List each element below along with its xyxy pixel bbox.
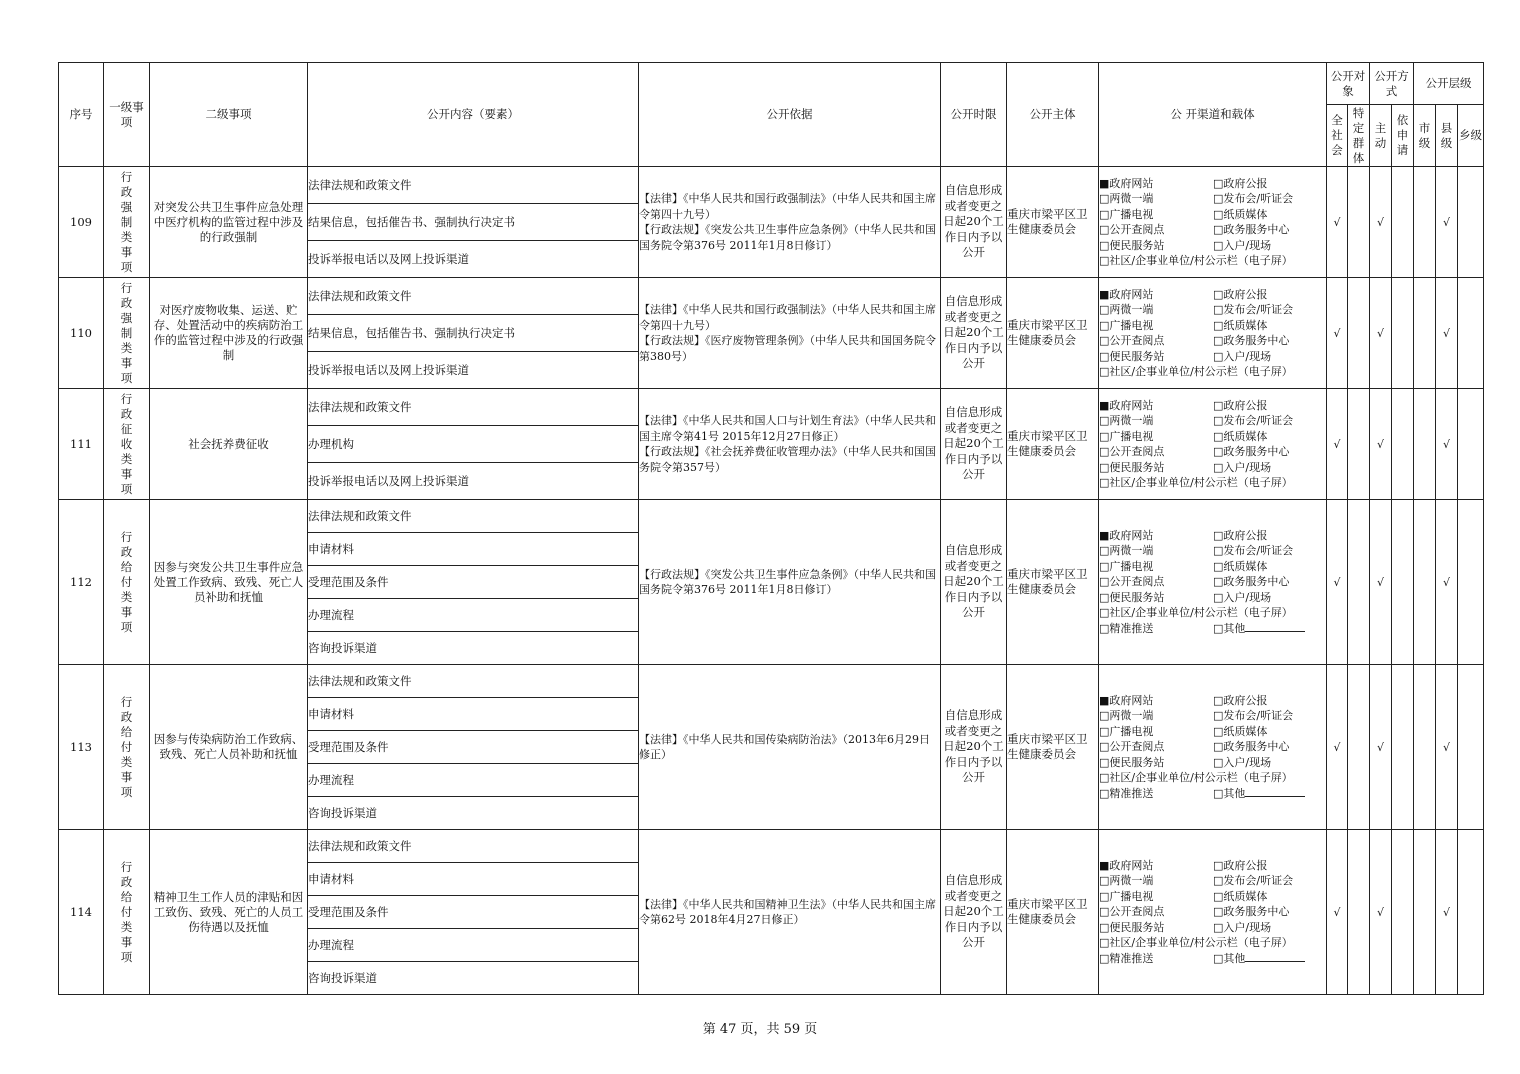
channel-row bbox=[1099, 528, 1326, 544]
mark-town bbox=[1458, 500, 1484, 665]
channel-row bbox=[1099, 302, 1326, 318]
row-level1: 行 政 给 付 类 事 项 bbox=[104, 665, 150, 830]
mark-town bbox=[1458, 830, 1484, 995]
row-basis: 【法律】《中华人民共和国行政强制法》（中华人民共和国主席令第四十九号） 【行政法规】《突发公共卫生事件应急条例》（中华人民共和国国务院令第376号 2011年1月8日修订） bbox=[639, 167, 941, 278]
channel-option: □政府公报 bbox=[1213, 176, 1268, 190]
channel-row bbox=[1099, 238, 1326, 254]
channel-option: □政务服务中心 bbox=[1213, 445, 1290, 458]
channel-option: □纸质媒体 bbox=[1213, 724, 1268, 738]
row-basis: 【行政法规】《突发公共卫生事件应急条例》（中华人民共和国国务院令第376号 2011年1月8日修订） bbox=[639, 500, 941, 665]
channel-option: □公开查阅点 bbox=[1099, 905, 1165, 919]
row-content-item: 投诉举报电话以及网上投诉渠道 bbox=[308, 241, 639, 278]
channel-option: □政府公报 bbox=[1213, 528, 1268, 542]
channel-option: □入户/现场 bbox=[1213, 590, 1272, 604]
header-content: 公开内容（要素） bbox=[308, 63, 639, 167]
channel-cell bbox=[1099, 278, 1327, 389]
row-level1: 行 政 给 付 类 事 项 bbox=[104, 830, 150, 995]
channel-row bbox=[1099, 693, 1326, 709]
mark-county: √ bbox=[1436, 500, 1458, 665]
header-level: 公开层级 bbox=[1414, 63, 1484, 105]
row-level2: 对突发公共卫生事件应急处理中医疗机构的监管过程中涉及的行政强制 bbox=[150, 167, 308, 278]
channel-option: ■政府网站 bbox=[1099, 287, 1154, 301]
row-content-item: 受理范围及条件 bbox=[308, 566, 639, 599]
row-content-item: 受理范围及条件 bbox=[308, 731, 639, 764]
channel-option: □纸质媒体 bbox=[1213, 318, 1268, 332]
channel-row bbox=[1099, 222, 1326, 238]
channel-option: □入户/现场 bbox=[1213, 755, 1272, 769]
channel-option: □社区/企事业单位/村公示栏（电子屏） bbox=[1099, 365, 1293, 378]
table-body bbox=[59, 167, 1484, 995]
mark-apply bbox=[1392, 500, 1414, 665]
header-target-all: 全社会 bbox=[1327, 105, 1348, 167]
channel-option: □政府公报 bbox=[1213, 398, 1268, 412]
mark-all: √ bbox=[1327, 167, 1348, 278]
mark-specific bbox=[1348, 830, 1370, 995]
channel-option-label: □其他 bbox=[1213, 951, 1246, 965]
channel-row bbox=[1099, 398, 1326, 414]
header-method-active: 主动 bbox=[1370, 105, 1392, 167]
header-level-city: 市级 bbox=[1414, 105, 1436, 167]
mark-city bbox=[1414, 665, 1436, 830]
channel-option bbox=[1213, 786, 1305, 802]
channel-row bbox=[1099, 889, 1326, 905]
row-content-item: 法律法规和政策文件 bbox=[308, 278, 639, 315]
row-seq: 113 bbox=[59, 665, 104, 830]
row-content-item: 办理流程 bbox=[308, 929, 639, 962]
row-content-item: 办理流程 bbox=[308, 764, 639, 797]
row-level2: 精神卫生工作人员的津贴和因工致伤、致残、死亡的人员工伤待遇以及抚恤 bbox=[150, 830, 308, 995]
channel-row bbox=[1099, 621, 1326, 637]
row-limit: 自信息形成或者变更之日起20个工作日内予以公开 bbox=[941, 830, 1007, 995]
channel-option: ■政府网站 bbox=[1099, 858, 1154, 872]
mark-county: √ bbox=[1436, 389, 1458, 500]
channel-option: □政务服务中心 bbox=[1213, 905, 1290, 919]
header-target: 公开对象 bbox=[1327, 63, 1370, 105]
channel-row bbox=[1099, 786, 1326, 802]
channel-option: □公开查阅点 bbox=[1099, 740, 1165, 754]
table-row bbox=[59, 167, 1484, 204]
channel-option-label: □其他 bbox=[1213, 786, 1246, 800]
page-footer: 第 47 页，共 59 页 bbox=[702, 1022, 818, 1037]
row-content-item: 投诉举报电话以及网上投诉渠道 bbox=[308, 463, 639, 500]
channel-cell bbox=[1099, 167, 1327, 278]
channel-option: □入户/现场 bbox=[1213, 238, 1272, 252]
blank-line bbox=[1245, 951, 1305, 962]
row-level1: 行 政 给 付 类 事 项 bbox=[104, 500, 150, 665]
channel-option: □两微一端 bbox=[1099, 544, 1154, 558]
mark-town bbox=[1458, 278, 1484, 389]
channel-option: □纸质媒体 bbox=[1213, 429, 1268, 443]
channel-row bbox=[1099, 333, 1326, 349]
mark-specific bbox=[1348, 167, 1370, 278]
channel-option: □便民服务站 bbox=[1099, 238, 1165, 252]
channel-row bbox=[1099, 755, 1326, 771]
channel-option: □便民服务站 bbox=[1099, 349, 1165, 363]
channel-option: □政府公报 bbox=[1213, 693, 1268, 707]
header-level1: 一级事项 bbox=[104, 63, 150, 167]
row-seq: 112 bbox=[59, 500, 104, 665]
row-content-item: 结果信息，包括催告书、强制执行决定书 bbox=[308, 315, 639, 352]
header-level2: 二级事项 bbox=[150, 63, 308, 167]
header-method-apply: 依申请 bbox=[1392, 105, 1414, 167]
row-subject: 重庆市梁平区卫生健康委员会 bbox=[1007, 167, 1099, 278]
channel-row bbox=[1099, 287, 1326, 303]
mark-specific bbox=[1348, 389, 1370, 500]
mark-all: √ bbox=[1327, 389, 1348, 500]
channel-option: ■政府网站 bbox=[1099, 176, 1154, 190]
channel-option: □发布会/听证会 bbox=[1213, 709, 1294, 723]
row-subject: 重庆市梁平区卫生健康委员会 bbox=[1007, 500, 1099, 665]
mark-all: √ bbox=[1327, 500, 1348, 665]
mark-town bbox=[1458, 389, 1484, 500]
channel-row bbox=[1099, 429, 1326, 445]
channel-option: □便民服务站 bbox=[1099, 590, 1165, 604]
channel-option: □社区/企事业单位/村公示栏（电子屏） bbox=[1099, 771, 1293, 785]
channel-option: □政务服务中心 bbox=[1213, 740, 1290, 754]
mark-county: √ bbox=[1436, 665, 1458, 830]
mark-specific bbox=[1348, 665, 1370, 830]
channel-option: □政务服务中心 bbox=[1213, 334, 1290, 347]
channel-option: □社区/企事业单位/村公示栏（电子屏） bbox=[1099, 254, 1293, 267]
row-level2: 因参与突发公共卫生事件应急处置工作致病、致残、死亡人员补助和抚恤 bbox=[150, 500, 308, 665]
row-level2: 对医疗废物收集、运送、贮存、处置活动中的疾病防治工作的监管过程中涉及的行政强制 bbox=[150, 278, 308, 389]
row-content-item: 受理范围及条件 bbox=[308, 896, 639, 929]
channel-option: □公开查阅点 bbox=[1099, 575, 1165, 589]
channel-option: □精准推送 bbox=[1099, 786, 1154, 800]
channel-option: ■政府网站 bbox=[1099, 693, 1154, 707]
channel-row bbox=[1099, 858, 1326, 874]
channel-option: □广播电视 bbox=[1099, 429, 1154, 443]
channel-row bbox=[1099, 574, 1326, 590]
channel-option: □入户/现场 bbox=[1213, 920, 1272, 934]
channel-row bbox=[1099, 543, 1326, 559]
row-content-item: 咨询投诉渠道 bbox=[308, 962, 639, 995]
channel-option: □两微一端 bbox=[1099, 303, 1154, 316]
mark-active: √ bbox=[1370, 665, 1392, 830]
channel-row bbox=[1099, 559, 1326, 575]
channel-option: ■政府网站 bbox=[1099, 398, 1154, 412]
channel-cell bbox=[1099, 665, 1327, 830]
channel-option: □两微一端 bbox=[1099, 709, 1154, 723]
mark-city bbox=[1414, 167, 1436, 278]
row-basis: 【法律】《中华人民共和国精神卫生法》（中华人民共和国主席令第62号 2018年4月27日修正） bbox=[639, 830, 941, 995]
mark-town bbox=[1458, 665, 1484, 830]
channel-row bbox=[1099, 873, 1326, 889]
row-level2: 社会抚养费征收 bbox=[150, 389, 308, 500]
blank-line bbox=[1245, 786, 1305, 797]
row-level2: 因参与传染病防治工作致病、致残、死亡人员补助和抚恤 bbox=[150, 665, 308, 830]
row-seq: 110 bbox=[59, 278, 104, 389]
row-limit: 自信息形成或者变更之日起20个工作日内予以公开 bbox=[941, 665, 1007, 830]
mark-active: √ bbox=[1370, 389, 1392, 500]
row-subject: 重庆市梁平区卫生健康委员会 bbox=[1007, 278, 1099, 389]
channel-option: □纸质媒体 bbox=[1213, 207, 1268, 221]
row-level1: 行 政 征 收 类 事 项 bbox=[104, 389, 150, 500]
mark-apply bbox=[1392, 389, 1414, 500]
channel-row bbox=[1099, 590, 1326, 606]
header-level-county: 县级 bbox=[1436, 105, 1458, 167]
channel-row bbox=[1099, 413, 1326, 429]
mark-active: √ bbox=[1370, 167, 1392, 278]
mark-apply bbox=[1392, 665, 1414, 830]
channel-option bbox=[1213, 951, 1305, 967]
row-content-item: 法律法规和政策文件 bbox=[308, 500, 639, 533]
channel-option: □广播电视 bbox=[1099, 724, 1154, 738]
mark-city bbox=[1414, 830, 1436, 995]
row-content-item: 申请材料 bbox=[308, 863, 639, 896]
mark-city bbox=[1414, 389, 1436, 500]
channel-option: □两微一端 bbox=[1099, 192, 1154, 205]
channel-option: □广播电视 bbox=[1099, 559, 1154, 573]
row-basis: 【法律】《中华人民共和国传染病防治法》（2013年6月29日修正） bbox=[639, 665, 941, 830]
mark-town bbox=[1458, 167, 1484, 278]
row-content-item: 投诉举报电话以及网上投诉渠道 bbox=[308, 352, 639, 389]
mark-all: √ bbox=[1327, 665, 1348, 830]
mark-specific bbox=[1348, 278, 1370, 389]
table-row bbox=[59, 500, 1484, 533]
channel-option: □社区/企事业单位/村公示栏（电子屏） bbox=[1099, 476, 1293, 489]
header-target-specific: 特定群体 bbox=[1348, 105, 1370, 167]
channel-option: □便民服务站 bbox=[1099, 755, 1165, 769]
row-content-item: 咨询投诉渠道 bbox=[308, 632, 639, 665]
channel-option: □政府公报 bbox=[1213, 858, 1268, 872]
row-content-item: 申请材料 bbox=[308, 533, 639, 566]
channel-option: □入户/现场 bbox=[1213, 460, 1272, 474]
channel-row bbox=[1099, 724, 1326, 740]
channel-option: □发布会/听证会 bbox=[1213, 303, 1294, 316]
header-seq: 序号 bbox=[59, 63, 104, 167]
row-basis: 【法律】《中华人民共和国行政强制法》（中华人民共和国主席令第四十九号） 【行政法规】《医疗废物管理条例》（中华人民共和国国务院令第380号） bbox=[639, 278, 941, 389]
channel-option: □纸质媒体 bbox=[1213, 889, 1268, 903]
mark-apply bbox=[1392, 278, 1414, 389]
channel-cell bbox=[1099, 389, 1327, 500]
row-content-item: 法律法规和政策文件 bbox=[308, 665, 639, 698]
channel-option: □政务服务中心 bbox=[1213, 575, 1290, 589]
channel-row bbox=[1099, 318, 1326, 334]
channel-option: □公开查阅点 bbox=[1099, 445, 1165, 458]
channel-option: □便民服务站 bbox=[1099, 460, 1165, 474]
channel-option: □精准推送 bbox=[1099, 951, 1154, 965]
row-content-item: 办理流程 bbox=[308, 599, 639, 632]
row-seq: 114 bbox=[59, 830, 104, 995]
table-header bbox=[59, 63, 1484, 167]
channel-option: □广播电视 bbox=[1099, 207, 1154, 221]
channel-option: □发布会/听证会 bbox=[1213, 874, 1294, 888]
row-limit: 自信息形成或者变更之日起20个工作日内予以公开 bbox=[941, 278, 1007, 389]
channel-option: ■政府网站 bbox=[1099, 528, 1154, 542]
table-row bbox=[59, 830, 1484, 863]
header-channel: 公 开渠道和载体 bbox=[1099, 63, 1327, 167]
table-row bbox=[59, 278, 1484, 315]
channel-row bbox=[1099, 191, 1326, 207]
blank-line bbox=[1245, 621, 1305, 632]
channel-option: □公开查阅点 bbox=[1099, 223, 1165, 236]
mark-city bbox=[1414, 500, 1436, 665]
row-seq: 109 bbox=[59, 167, 104, 278]
channel-option: □政务服务中心 bbox=[1213, 223, 1290, 236]
mark-all: √ bbox=[1327, 278, 1348, 389]
channel-cell bbox=[1099, 500, 1327, 665]
row-limit: 自信息形成或者变更之日起20个工作日内予以公开 bbox=[941, 389, 1007, 500]
mark-apply bbox=[1392, 167, 1414, 278]
mark-apply bbox=[1392, 830, 1414, 995]
disclosure-table bbox=[58, 62, 1484, 995]
row-subject: 重庆市梁平区卫生健康委员会 bbox=[1007, 665, 1099, 830]
header-basis: 公开依据 bbox=[639, 63, 941, 167]
mark-specific bbox=[1348, 500, 1370, 665]
mark-active: √ bbox=[1370, 500, 1392, 665]
channel-option: □两微一端 bbox=[1099, 414, 1154, 427]
channel-row bbox=[1099, 920, 1326, 936]
row-seq: 111 bbox=[59, 389, 104, 500]
channel-option: □社区/企事业单位/村公示栏（电子屏） bbox=[1099, 936, 1293, 950]
row-basis: 【法律】《中华人民共和国人口与计划生育法》（中华人民共和国主席令第41号 2015年12月27日修正） 【行政法规】《社会抚养费征收管理办法》（中华人民共和国国务院令第357号） bbox=[639, 389, 941, 500]
channel-option: □广播电视 bbox=[1099, 318, 1154, 332]
header-subject: 公开主体 bbox=[1007, 63, 1099, 167]
row-level1: 行 政 强 制 类 事 项 bbox=[104, 167, 150, 278]
row-subject: 重庆市梁平区卫生健康委员会 bbox=[1007, 389, 1099, 500]
channel-row bbox=[1099, 349, 1326, 365]
channel-option: □广播电视 bbox=[1099, 889, 1154, 903]
mark-all: √ bbox=[1327, 830, 1348, 995]
channel-option: □发布会/听证会 bbox=[1213, 192, 1294, 205]
channel-row bbox=[1099, 207, 1326, 223]
mark-county: √ bbox=[1436, 830, 1458, 995]
row-content-item: 法律法规和政策文件 bbox=[308, 830, 639, 863]
channel-row bbox=[1099, 460, 1326, 476]
row-content-item: 法律法规和政策文件 bbox=[308, 167, 639, 204]
channel-option: □政府公报 bbox=[1213, 287, 1268, 301]
channel-option: □社区/企事业单位/村公示栏（电子屏） bbox=[1099, 606, 1293, 620]
table-row bbox=[59, 665, 1484, 698]
header-level-town: 乡级 bbox=[1458, 105, 1484, 167]
channel-option: □两微一端 bbox=[1099, 874, 1154, 888]
channel-cell bbox=[1099, 830, 1327, 995]
channel-row bbox=[1099, 176, 1326, 192]
row-limit: 自信息形成或者变更之日起20个工作日内予以公开 bbox=[941, 167, 1007, 278]
row-content-item: 咨询投诉渠道 bbox=[308, 797, 639, 830]
channel-option: □纸质媒体 bbox=[1213, 559, 1268, 573]
channel-option: □入户/现场 bbox=[1213, 349, 1272, 363]
channel-option: □公开查阅点 bbox=[1099, 334, 1165, 347]
row-subject: 重庆市梁平区卫生健康委员会 bbox=[1007, 830, 1099, 995]
channel-option-label: □其他 bbox=[1213, 621, 1246, 635]
mark-city bbox=[1414, 278, 1436, 389]
table-row bbox=[59, 389, 1484, 426]
channel-row bbox=[1099, 951, 1326, 967]
row-content-item: 申请材料 bbox=[308, 698, 639, 731]
channel-row bbox=[1099, 739, 1326, 755]
channel-row bbox=[1099, 444, 1326, 460]
mark-active: √ bbox=[1370, 278, 1392, 389]
mark-active: √ bbox=[1370, 830, 1392, 995]
channel-option: □精准推送 bbox=[1099, 621, 1154, 635]
channel-option: □便民服务站 bbox=[1099, 920, 1165, 934]
mark-county: √ bbox=[1436, 278, 1458, 389]
header-method: 公开方式 bbox=[1370, 63, 1414, 105]
channel-option bbox=[1213, 621, 1305, 637]
channel-option: □发布会/听证会 bbox=[1213, 414, 1294, 427]
row-content-item: 办理机构 bbox=[308, 426, 639, 463]
mark-county: √ bbox=[1436, 167, 1458, 278]
channel-row bbox=[1099, 904, 1326, 920]
header-limit: 公开时限 bbox=[941, 63, 1007, 167]
row-content-item: 结果信息，包括催告书、强制执行决定书 bbox=[308, 204, 639, 241]
row-content-item: 法律法规和政策文件 bbox=[308, 389, 639, 426]
channel-option: □发布会/听证会 bbox=[1213, 544, 1294, 558]
row-level1: 行 政 强 制 类 事 项 bbox=[104, 278, 150, 389]
channel-row bbox=[1099, 708, 1326, 724]
row-limit: 自信息形成或者变更之日起20个工作日内予以公开 bbox=[941, 500, 1007, 665]
